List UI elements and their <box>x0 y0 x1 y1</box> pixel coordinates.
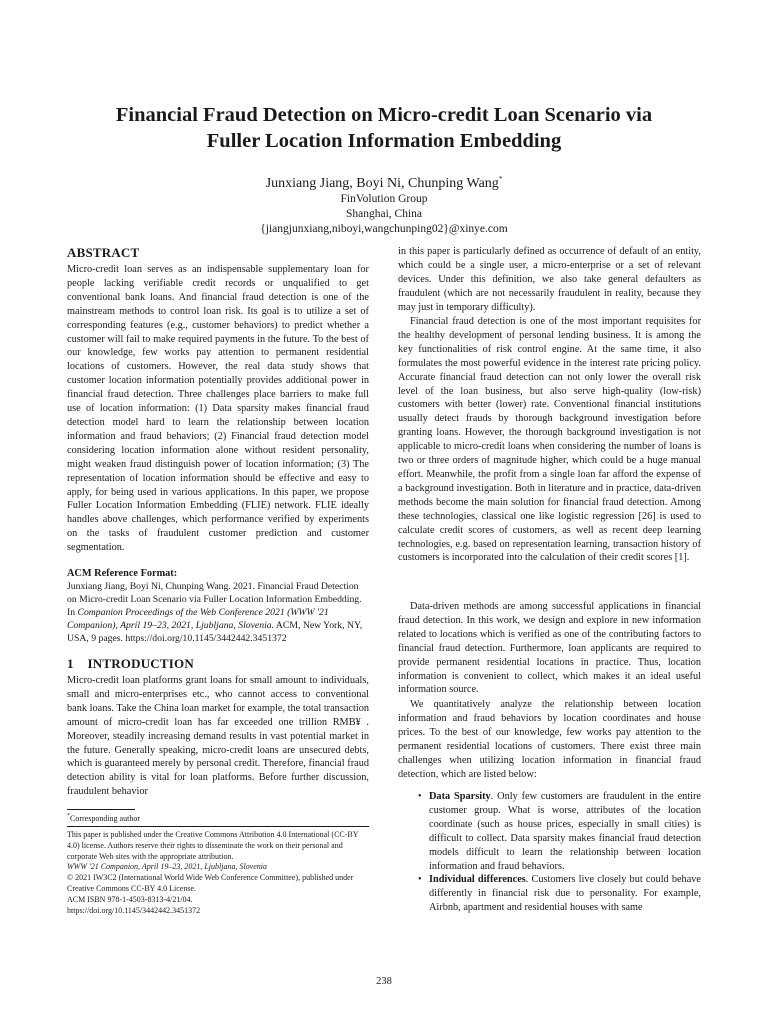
acm-ref-venue: Companion Proceedings of the Web Conference 2021 (WWW '21 Companion), April 19–23, 2021, Ljubljana, Slovenia. <box>67 606 329 631</box>
right-paragraph-2: Financial fraud detection is one of the most important requisites for the healthy development of personal lending business. It is among the key functionalities of risk control engine. At the same time, it also formulates the most powerful evidence in the interest rate pricing policy. Accurate financial fraud detection can not only lower the overall risk level of the loan business, but also serve high-quality (low-risk) customers with better (lower) rate. Conventional financial institutions usually detect frauds by thorough background investigation before granting loans. However, the thorough background investigation is not applicable to micro-credit loans when considering the number of loans is two or three orders of magnitude higher, which could be a huge manual effort. Meanwhile, the profit from a single loan far afford the expense of a background investigation. Both in literature and in practice, data-driven methods become the main solution for financial fraud detection. Among these technologies, classical one like logistic regression [26] is used to calculate credit scores of customers, as well as recent deep learning technologies, e.g. based on representation learning, transaction history of customers is incorporated into the calculation of their credit scores [1]. <box>398 316 701 564</box>
bullet-1-label: Data Sparsity <box>429 791 491 802</box>
abstract-heading: ABSTRACT <box>67 245 140 260</box>
list-item <box>418 873 701 915</box>
acm-ref-plain: Junxiang Jiang, Boyi Ni, Chunping Wang. 2021. Financial Fraud Detection on Micro-credit Loan Scenario via Fuller Location Information Embedding. In <box>67 581 362 618</box>
introduction-paragraph-1: Micro-credit loan platforms grant loans for small amount to individuals, small and micro-enterprises etc., who cannot access to conventional bank loans. Take the China loan market for example, the total transaction amount of micro-credit loan has far exceeded one trillion RMB¥ . Moreover, steadily increasing demand results in vast potential market in the future. Generally speaking, micro-credit loans are unsecured debts, which is guaranteed merely by personal credit. Therefore, financial fraud detection ability is vital for loan platforms. Before further discussion, fraudulent behavior <box>67 675 369 798</box>
acm-reference-text <box>67 581 369 646</box>
right-paragraph-4: We quantitatively analyze the relationship between location information and fraud behaviors by location coordinates and house prices. To the best of our knowledge, few works pay attention to the permanent residential locations of customers. There exist three main challenges when utilizing location information in financial fraud detection, which are listed below: <box>398 699 701 780</box>
footnote-separator <box>67 809 135 810</box>
abstract-body: Micro-credit loan serves as an indispensable supplementary loan for people lacking verifiable credit records or unqualified to get conventional bank loans. And financial fraud detection is one of the mainstream methods to control loan risk. Its goal is to utilize a set of corresponding features (e.g., customer behaviors) to predict whether a customer will fail to make required payments in the future. To the best of our knowledge, few works pay attention to permanent residential locations of customers. However, the real data study shows that customer location information potentially provides additional power in financial fraud detection. Three challenges place barriers to make full use of location information: (1) Data sparsity makes financial fraud detection model hard to learn the relationship between location information and fraud behaviors; (2) Financial fraud detection model considering location information alone without resident personality, might weaken fraud distinguish power of location information; (3) The representation of location information should be effective and easy to apply, for being used in various applications. In this paper, we propose Fuller Location Information Embedding (FLIE) network. FLIE ideally handles above challenges, which performance verified by experiments on the tasks of fraudulent customer prediction and customer segmentation. <box>67 264 369 554</box>
list-item <box>418 790 702 873</box>
introduction-heading: 1 INTRODUCTION <box>67 656 194 671</box>
license-copyright: © 2021 IW3C2 (International World Wide Web Conference Committee), published under Creative Commons CC-BY 4.0 License. <box>67 873 354 893</box>
footnote-mark: * <box>67 813 70 819</box>
affiliation-location: Shanghai, China <box>345 208 423 220</box>
title-line-1: Financial Fraud Detection on Micro-credit Loan Scenario via <box>115 104 653 126</box>
footnote-text: Corresponding author <box>70 814 140 823</box>
page-number: 238 <box>376 976 392 987</box>
bullet-icon: • <box>418 791 422 802</box>
bullet-icon: • <box>418 874 422 886</box>
author-email: {jiangjunxiang,niboyi,wangchunping02}@xinye.com <box>260 223 508 235</box>
bullet-2-label: Individual differences <box>429 874 526 886</box>
paper-title <box>40 102 728 154</box>
license-statement: This paper is published under the Creative Commons Attribution 4.0 International (CC-BY 4.0) license. Authors reserve their rights to disseminate the work on their personal and corporate Web sites with the appropriate attribution. <box>67 830 359 861</box>
license-venue: WWW '21 Companion, April 19–23, 2021, Ljubljana, Slovenia <box>67 862 268 872</box>
authors-names: Junxiang Jiang, Boyi Ni, Chunping Wang <box>265 176 499 191</box>
corresponding-mark: * <box>498 175 503 183</box>
corresponding-footnote <box>67 811 140 824</box>
challenge-list <box>418 790 702 915</box>
license-block <box>67 830 369 916</box>
affiliation: FinVolution Group <box>340 193 428 205</box>
bullet-1-text: . Only few customers are fraudulent in the entire customer group. What is worse, attributes of the location coordinate (such as house prices, especially in small cities) is difficult to collect. Data sparsity makes financial fraud detection models difficult to learn the relationship between location information and fraud behaviors. <box>429 791 702 872</box>
license-separator <box>67 826 369 827</box>
bullet-2-text: . Customers live closely but could behave differently in financial risk due to personality. For example, Airbnb, apartment and residential houses with same <box>429 874 701 914</box>
acm-ref-tail: ACM, New York, NY, USA, 9 pages. https://doi.org/10.1145/3442442.3451372 <box>67 619 363 644</box>
title-line-2: Fuller Location Information Embedding <box>206 130 562 152</box>
author-list <box>40 170 728 193</box>
license-isbn: ACM ISBN 978-1-4503-8313-4/21/04. <box>67 894 193 904</box>
acm-reference-heading: ACM Reference Format: <box>67 568 178 579</box>
right-paragraph-3: Data-driven methods are among successful applications in financial fraud detection. In this work, we design and explore in new information related to locations which is verified as one of the contributing factors to financial fraud detection. Furthermore, loan applicants are required to provide permanent residential locations in practice. Thus, location information is convenient to collect, which makes it an ideal useful information source. <box>398 601 701 696</box>
right-paragraph-1: in this paper is particularly defined as occurrence of default of an entity, which could be a single user, a micro-enterprise or a set of relevant devices. Under this definition, we also take general defaulters as fraudulent (which are not necessarily fraudulent in reality, because they may just in temporary difficulty). <box>398 246 701 313</box>
license-doi: https://doi.org/10.1145/3442442.3451372 <box>67 905 201 915</box>
